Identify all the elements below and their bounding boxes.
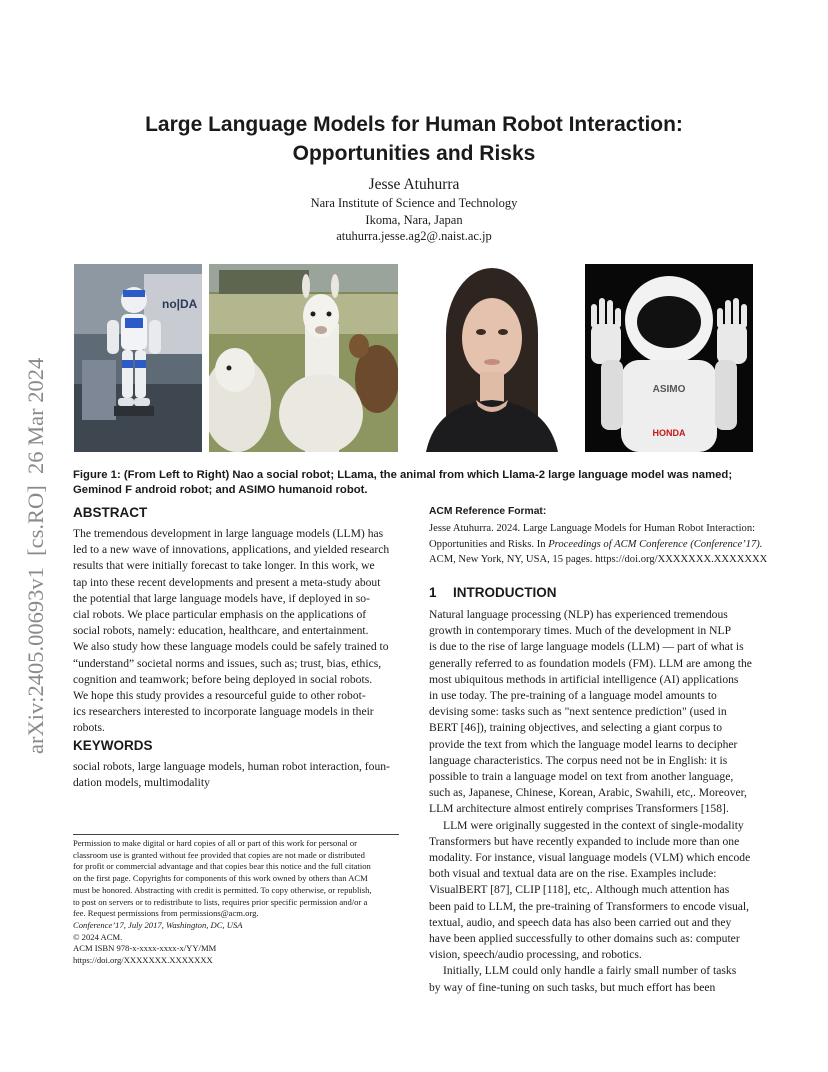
paper-title <box>60 110 768 168</box>
honda-text: HONDA <box>652 428 686 438</box>
intro-line: Transformers but have recently expanded to include more than one <box>429 834 740 848</box>
intro-line: language characteristics. The corpus need not be in English: it is <box>429 753 728 767</box>
intro-line: vision, speech/audio processing, and robotics. <box>429 948 642 962</box>
permission-divider <box>73 834 399 835</box>
caption-line-1: Figure 1: (From Left to Right) Nao a social robot; LLama, the animal from which Llama-2 large language model was named; <box>73 469 733 481</box>
author-location: Ikoma, Nara, Japan <box>365 212 463 227</box>
keywords-line: dation models, multimodality <box>73 776 210 790</box>
intro-line: devising some: tasks such as "next sentence prediction" (used in <box>429 705 727 719</box>
permission-line: classroom use is granted without fee provided that copies are not made or distributed <box>73 849 365 860</box>
intro-line: VisualBERT [87], CLIP [118], etc,. Although much attention has <box>429 883 730 897</box>
abstract-line: ics researchers interested to incorporate language models in their <box>73 705 374 719</box>
acm-reference-line-2 <box>429 537 763 553</box>
author-name: Jesse Atuhurra <box>368 176 460 193</box>
nao-sign-text: no|DA <box>162 297 198 311</box>
intro-line: provide the text from which the language model learns to decipher <box>429 737 738 751</box>
abstract-line: The tremendous development in large language models (LLM) has <box>73 527 384 540</box>
acm-reference-line: Jesse Atuhurra. 2024. Large Language Models for Human Robot Interaction: <box>429 523 756 534</box>
arxiv-stamp <box>20 276 50 756</box>
abstract-line: the potential that large language models have, if deployed in so- <box>73 591 370 605</box>
abstract-line: results that were initially forecast to take longer. In this work, we <box>73 559 375 573</box>
introduction-body <box>429 607 757 996</box>
permission-line: for profit or commercial advantage and that copies bear this notice and the full citation <box>73 861 371 872</box>
permission-line: fee. Request permissions from permissions@acm.org. <box>73 908 259 919</box>
introduction-section <box>429 584 757 996</box>
keywords-heading: KEYWORDS <box>73 738 153 753</box>
figure-caption <box>73 468 758 498</box>
isbn-line: ACM ISBN 978-x-xxxx-xxxx-x/YY/MM <box>73 943 217 954</box>
intro-line: LLM architecture almost entirely comprises Transformers [158]. <box>429 802 729 816</box>
acm-reference-proceedings: Proceedings of ACM Conference (Conference’17). <box>548 538 763 550</box>
section-number: 1 <box>429 585 437 600</box>
acm-reference-line: ACM, New York, NY, USA, 15 pages. https://doi.org/XXXXXXX.XXXXXXX <box>429 554 768 565</box>
abstract-line: cognition and teamwork; before being deployed in social robots. <box>73 672 373 686</box>
figure-image-asimo <box>585 264 753 452</box>
abstract-line: We hope this study provides a resourceful guide to other robot- <box>73 689 366 703</box>
acm-reference-body <box>429 521 768 568</box>
permission-line: must be honored. Abstracting with credit is permitted. To copy otherwise, or republish, <box>73 884 372 895</box>
abstract-line: robots. <box>73 721 105 735</box>
abstract-line: led to a new wave of innovations, applications, and yielded research <box>73 543 390 557</box>
permission-line: Permission to make digital or hard copies of all or part of this work for personal or <box>73 838 358 848</box>
copyright-line: © 2024 ACM. <box>73 931 123 942</box>
acm-reference-line-2-prefix: Opportunities and Risks. In <box>429 538 549 550</box>
intro-line: is due to the rise of large language models (LLM) — part of what is <box>429 640 744 654</box>
intro-line: modality. For instance, visual language models (VLM) which encode <box>429 851 751 865</box>
asimo-chest-text: ASIMO <box>652 384 686 395</box>
abstract-line: cial robots. We place particular emphasis on the applications of <box>73 608 367 622</box>
intro-line: both visual and textual data are on the rise. Examples include: <box>429 867 717 881</box>
figure-image-llama <box>209 264 398 452</box>
intro-line: by way of fine-tuning on such tasks, but much effort has been <box>429 980 716 994</box>
intro-line: possible to train a language model on text from another language, <box>429 770 734 784</box>
intro-line: growth in contemporary times. Much of the development in NLP <box>429 624 732 638</box>
permission-line: on the first page. Copyrights for components of this work owned by others than ACM <box>73 873 368 884</box>
doi-line: https://doi.org/XXXXXXX.XXXXXXX <box>73 955 213 966</box>
permission-line: to post on servers or to redistribute to lists, requires prior specific permission and/or a <box>73 896 368 907</box>
abstract-line: “understand” societal norms and issues, such as; trust, bias, ethics, <box>73 656 382 670</box>
keywords-line: social robots, large language models, human robot interaction, foun- <box>73 760 390 773</box>
intro-line: Initially, LLM could only handle a fairly small number of tasks <box>443 964 737 978</box>
arxiv-stamp-text: arXiv:2405.00693v1 [cs.RO] 26 Mar 2024 <box>23 357 48 754</box>
intro-line: LLM were originally suggested in the context of single-modality <box>443 818 744 832</box>
author-institution: Nara Institute of Science and Technology <box>310 196 518 210</box>
abstract-line: tap into these recent developments and present a meta-study about <box>73 575 381 589</box>
intro-line: generally referred to as foundation models (FM). LLM are among the <box>429 656 752 670</box>
abstract-heading: ABSTRACT <box>73 505 148 520</box>
intro-line: Natural language processing (NLP) has experienced tremendous <box>429 608 728 621</box>
intro-line: in use today. The pre-training of a language model amounts to <box>429 689 717 703</box>
introduction-heading <box>429 584 757 602</box>
author-email: atuhurra.jesse.ag2@.naist.ac.jp <box>336 229 492 243</box>
permission-block <box>73 838 399 967</box>
intro-line: have been applied successfully to other domains such as: computer <box>429 932 740 946</box>
title-line-2: Opportunities and Risks <box>292 142 536 165</box>
abstract-line: We also study how these language models could be safely trained to <box>73 640 389 654</box>
acm-reference-heading: ACM Reference Format: <box>429 506 547 517</box>
abstract-line: social robots, namely: education, healthcare, and entertainment. <box>73 624 369 638</box>
conference-line: Conference’17, July 2017, Washington, DC, USA <box>73 919 243 930</box>
intro-line: textual, audio, and speech data has also been carried out and they <box>429 915 732 929</box>
intro-line: BERT [46]), training objectives, and selecting a giant corpus to <box>429 721 723 735</box>
intro-line: most ubiquitous methods in artificial intelligence (AI) applications <box>429 672 739 686</box>
figure-image-nao <box>74 264 202 452</box>
abstract-body <box>73 526 399 737</box>
title-line-1: Large Language Models for Human Robot Interaction: <box>145 113 683 136</box>
keywords-body <box>73 759 399 791</box>
figure-image-geminoid <box>406 264 578 452</box>
section-title: INTRODUCTION <box>453 585 557 600</box>
caption-line-2: Geminod F android robot; and ASIMO humanoid robot. <box>73 484 368 496</box>
intro-line: been paid to LLM, the pre-training of Transformers to encode visual, <box>429 899 750 913</box>
acm-reference-section <box>429 505 768 568</box>
keywords-section <box>73 737 399 791</box>
author-block <box>200 175 628 245</box>
intro-line: such as, Japanese, Chinese, Korean, Arabic, Swahili, etc,. Moreover, <box>429 786 747 800</box>
abstract-section <box>73 504 399 737</box>
